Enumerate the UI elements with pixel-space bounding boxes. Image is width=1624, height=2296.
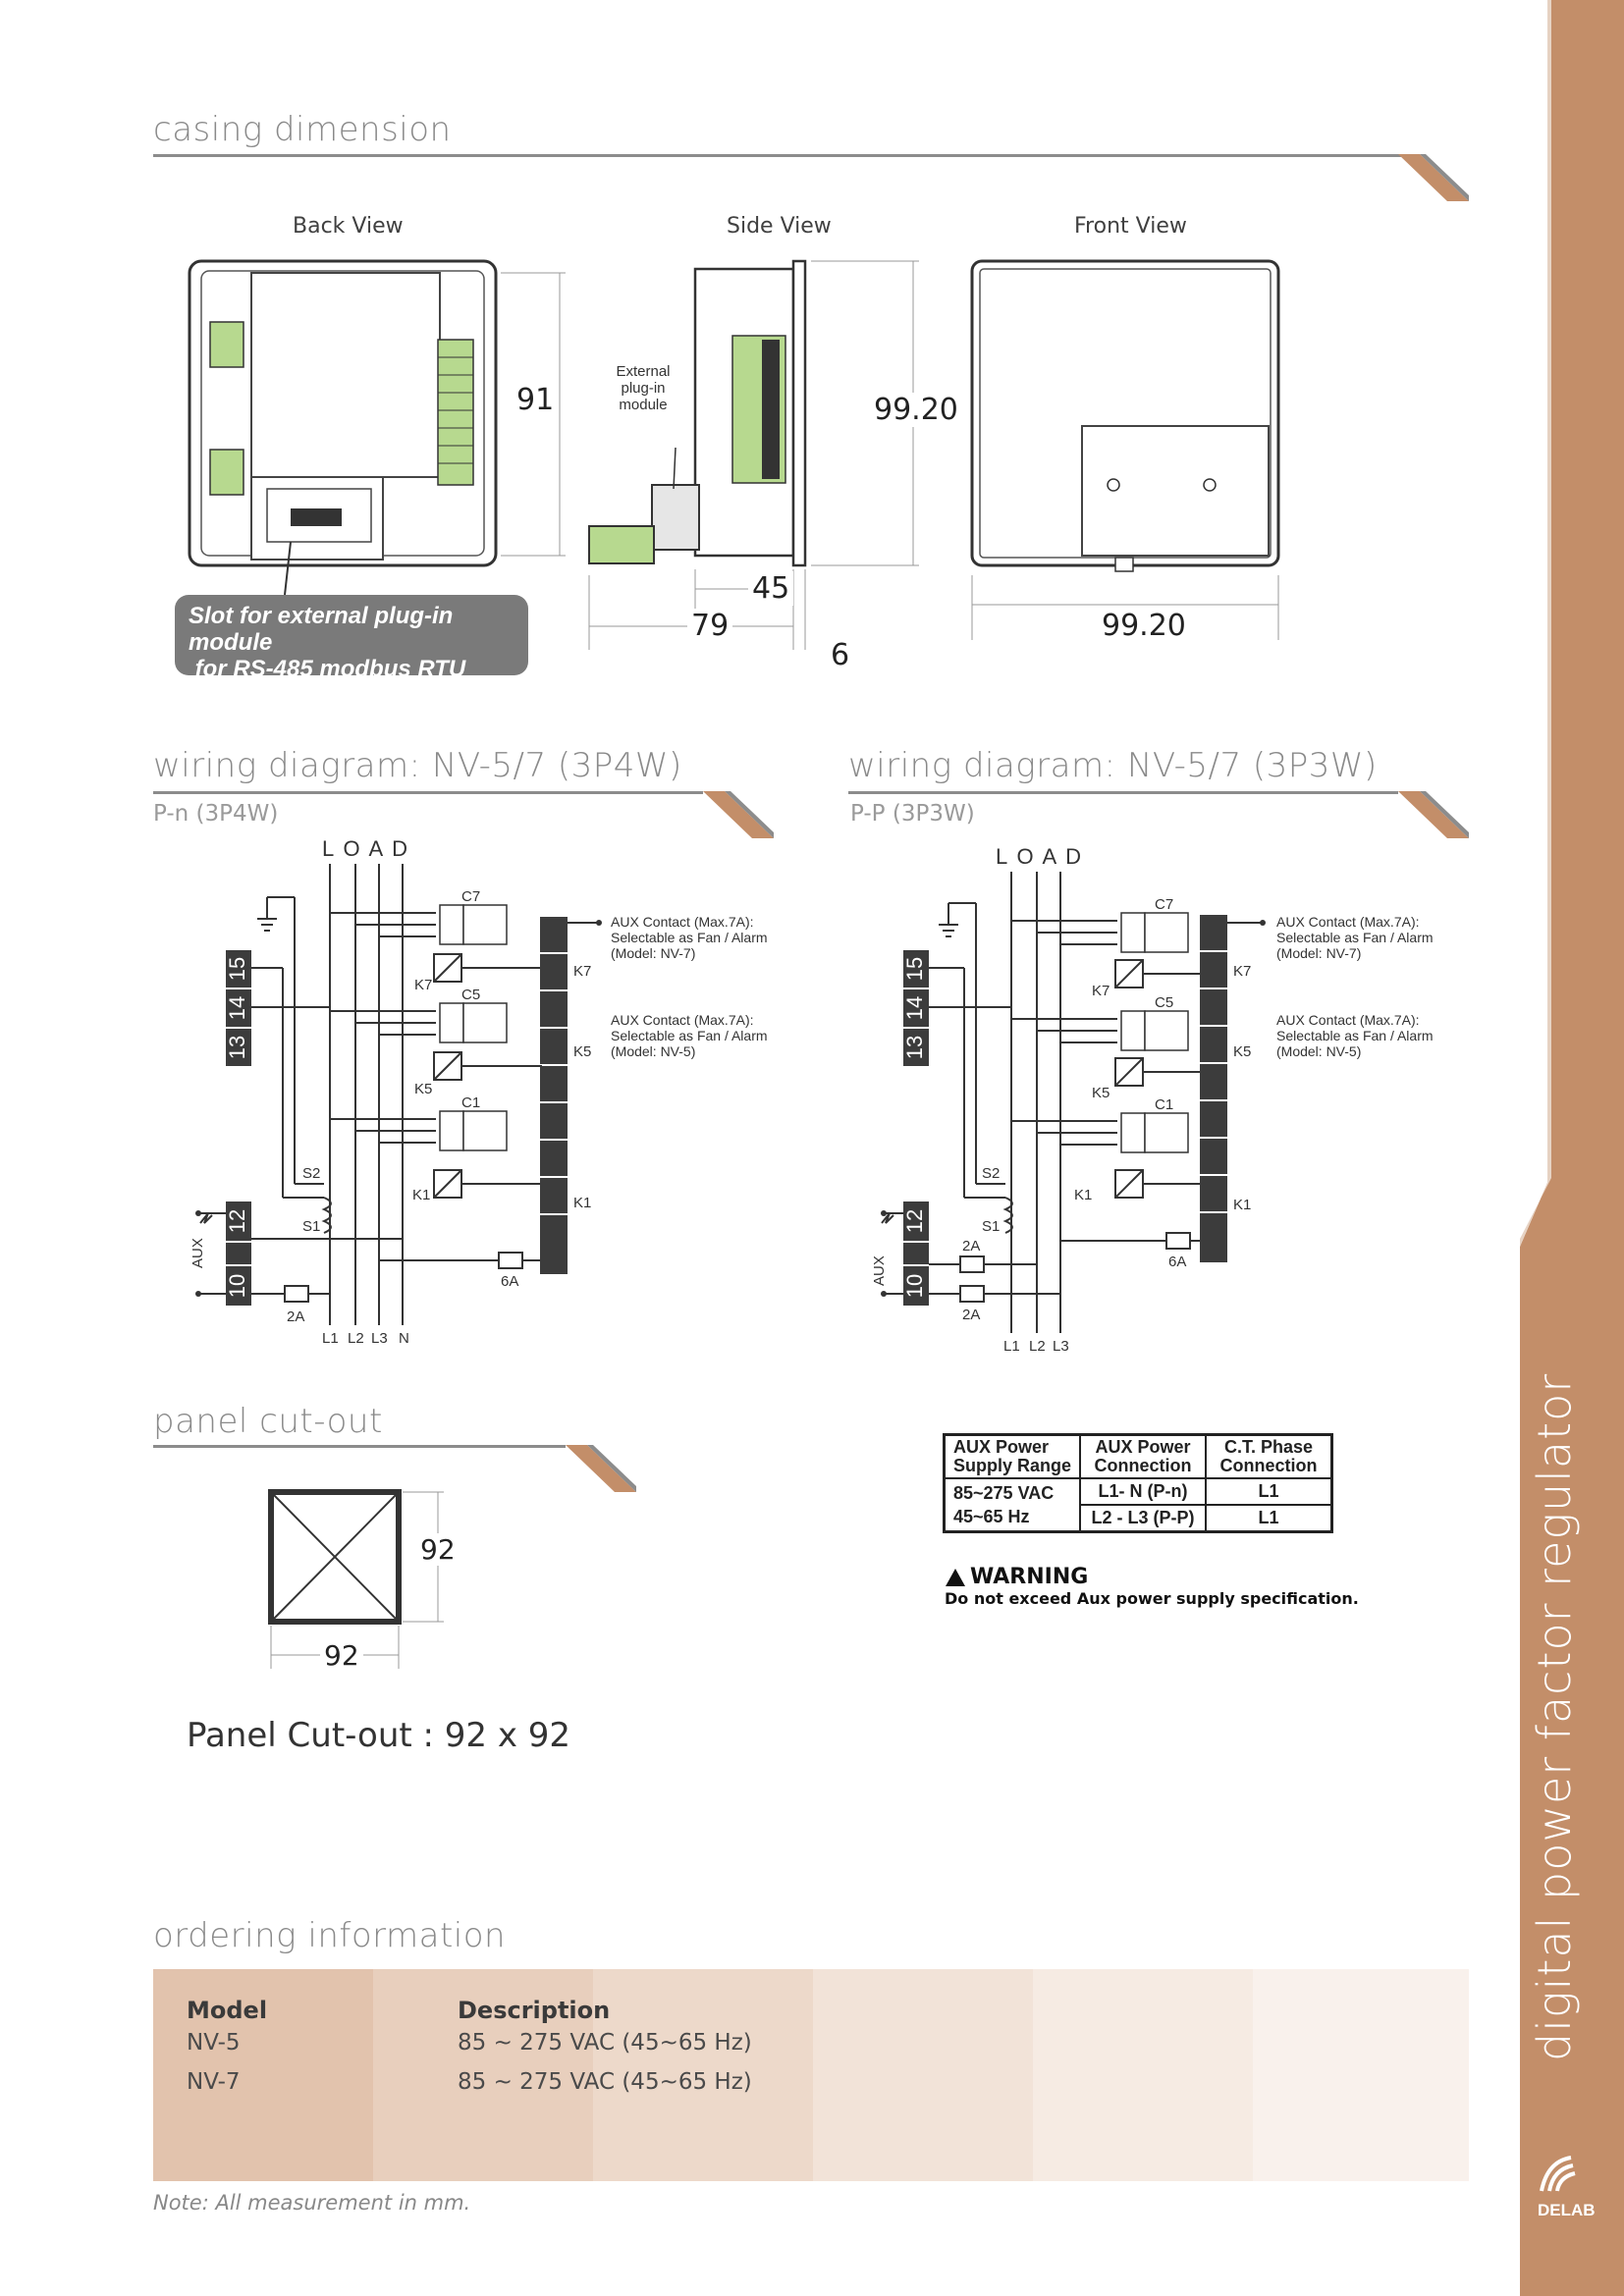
l1-label: L1 xyxy=(322,1330,339,1347)
wiring-left-rule xyxy=(153,791,703,794)
terminal-14: 14 xyxy=(224,995,249,1021)
k1-label: K1 xyxy=(1074,1187,1093,1203)
side-view-label: Side View xyxy=(727,214,832,239)
casing-section-title: casing dimension xyxy=(153,110,452,149)
l2-label: L2 xyxy=(348,1330,364,1347)
c7-label: C7 xyxy=(1155,896,1174,913)
aux-range-frequency: 45~65 Hz xyxy=(953,1507,1030,1526)
k7-terminal-label: K7 xyxy=(573,963,592,980)
warning-title: WARNING xyxy=(970,1565,1089,1589)
aux-range-voltage: 85~275 VAC xyxy=(953,1483,1055,1503)
terminal-15: 15 xyxy=(901,956,927,982)
ordering-model-header: Model xyxy=(187,1997,268,2024)
aux5-line1: AUX Contact (Max.7A): xyxy=(1276,1012,1420,1028)
aux-table-header-range: AUX Power Supply Range xyxy=(945,1435,1081,1479)
s2-label: S2 xyxy=(982,1165,1001,1182)
wiring-left-diagram xyxy=(177,834,785,1355)
warning-icon xyxy=(945,1568,966,1587)
aux5-line2: Selectable as Fan / Alarm xyxy=(611,1028,768,1043)
plugin-label-line2: plug-in xyxy=(621,380,666,397)
wiring-left-rule-accent xyxy=(703,791,774,838)
wiring-right-rule-accent xyxy=(1398,791,1469,838)
k1-terminal-label: K1 xyxy=(573,1195,592,1211)
panel-dim-width: 92 xyxy=(320,1639,363,1672)
back-view-drawing xyxy=(189,261,496,595)
k5-label: K5 xyxy=(414,1081,433,1097)
aux-table-header-connection: AUX Power Connection xyxy=(1080,1435,1206,1479)
wiring-right-title: wiring diagram: NV-5/7 (3P3W) xyxy=(848,746,1378,785)
dim-79: 79 xyxy=(687,609,732,643)
ordering-model-cell: NV-5 xyxy=(187,2030,241,2056)
front-view-drawing xyxy=(972,261,1278,571)
aux7-line3: (Model: NV-7) xyxy=(1276,945,1362,961)
ordering-model-cell: NV-7 xyxy=(187,2069,241,2095)
load-label: L O A D xyxy=(996,844,1084,869)
callout-line2: for RS-485 modbus RTU xyxy=(189,656,466,682)
aux5-line3: (Model: NV-5) xyxy=(611,1043,696,1059)
aux7-line1: AUX Contact (Max.7A): xyxy=(611,914,754,930)
fuse-2a-bottom-label: 2A xyxy=(962,1307,981,1323)
aux-table-cell: L1 xyxy=(1206,1478,1332,1505)
wiring-right-diagram xyxy=(870,842,1479,1362)
aux5-line3: (Model: NV-5) xyxy=(1276,1043,1362,1059)
wiring-left-title: wiring diagram: NV-5/7 (3P4W) xyxy=(153,746,682,785)
k5-terminal-label: K5 xyxy=(573,1043,592,1060)
k5-terminal-label: K5 xyxy=(1233,1043,1252,1060)
panel-rule xyxy=(153,1445,566,1448)
l2-label: L2 xyxy=(1029,1338,1046,1355)
aux-table-range-cell xyxy=(945,1478,1081,1532)
aux-table-cell: L1- N (P-n) xyxy=(1080,1478,1206,1505)
ordering-description-cell: 85 ~ 275 VAC (45~65 Hz) xyxy=(458,2069,752,2095)
panel-cutout-drawing xyxy=(265,1482,461,1679)
l1-label: L1 xyxy=(1003,1338,1020,1355)
c5-label: C5 xyxy=(461,987,481,1003)
ordering-section-title: ordering information xyxy=(153,1916,507,1955)
terminal-14: 14 xyxy=(901,995,927,1021)
load-label: L O A D xyxy=(322,836,410,861)
terminal-15: 15 xyxy=(224,956,249,982)
terminal-13: 13 xyxy=(224,1035,249,1060)
terminal-10: 10 xyxy=(901,1273,927,1299)
back-view-label: Back View xyxy=(293,214,404,239)
wiring-left-subtitle: P-n (3P4W) xyxy=(153,801,279,827)
aux7-line1: AUX Contact (Max.7A): xyxy=(1276,914,1420,930)
panel-rule-accent xyxy=(566,1445,644,1492)
casing-rule xyxy=(153,154,1410,157)
fuse-2a-top-label: 2A xyxy=(962,1238,981,1255)
delab-logo-text: DELAB xyxy=(1538,2201,1596,2219)
n-label: N xyxy=(399,1330,409,1347)
side-view-drawing xyxy=(589,261,805,565)
delab-logo-icon xyxy=(1538,2152,1577,2195)
aux-table-header-ct: C.T. Phase Connection xyxy=(1206,1435,1332,1479)
terminal-10: 10 xyxy=(224,1273,249,1299)
plugin-label-line1: External xyxy=(616,363,671,380)
dim-6: 6 xyxy=(831,638,850,672)
s1-label: S1 xyxy=(982,1218,1001,1235)
panel-cutout-label: Panel Cut-out : 92 x 92 xyxy=(187,1716,571,1755)
aux-table-cell: L2 - L3 (P-P) xyxy=(1080,1505,1206,1532)
aux-power-table xyxy=(943,1433,1333,1533)
panel-section-title: panel cut-out xyxy=(153,1402,383,1441)
warning-text: Do not exceed Aux power supply specification. xyxy=(945,1589,1359,1608)
k1-label: K1 xyxy=(412,1187,431,1203)
aux7-line2: Selectable as Fan / Alarm xyxy=(1276,930,1434,945)
aux5-line1: AUX Contact (Max.7A): xyxy=(611,1012,754,1028)
l3-label: L3 xyxy=(1053,1338,1069,1355)
aux5-line2: Selectable as Fan / Alarm xyxy=(1276,1028,1434,1043)
ordering-description-cell: 85 ~ 275 VAC (45~65 Hz) xyxy=(458,2030,752,2056)
s2-label: S2 xyxy=(302,1165,321,1182)
fuse-6a-label: 6A xyxy=(501,1273,519,1290)
terminal-13: 13 xyxy=(901,1035,927,1060)
dim-99-20-front: 99.20 xyxy=(1096,609,1192,643)
fuse-2a-label: 2A xyxy=(287,1308,305,1325)
callout-line1: Slot for external plug-in module xyxy=(189,603,454,656)
c1-label: C1 xyxy=(461,1095,481,1111)
measurement-note: Note: All measurement in mm. xyxy=(153,2191,471,2215)
fuse-6a-label: 6A xyxy=(1168,1254,1187,1270)
panel-dim-height: 92 xyxy=(420,1533,456,1566)
aux7-line2: Selectable as Fan / Alarm xyxy=(611,930,768,945)
k5-label: K5 xyxy=(1092,1085,1110,1101)
c7-label: C7 xyxy=(461,888,481,905)
k7-label: K7 xyxy=(1092,983,1110,999)
dim-45: 45 xyxy=(748,571,793,606)
terminal-12: 12 xyxy=(224,1208,249,1234)
ordering-band xyxy=(153,1969,1469,2181)
ordering-description-header: Description xyxy=(458,1997,611,2024)
terminal-12: 12 xyxy=(901,1208,927,1234)
aux-table-cell: L1 xyxy=(1206,1505,1332,1532)
c5-label: C5 xyxy=(1155,994,1174,1011)
plugin-label-line3: module xyxy=(619,397,668,413)
k7-terminal-label: K7 xyxy=(1233,963,1252,980)
front-view-label: Front View xyxy=(1074,214,1187,239)
plugin-slot-callout xyxy=(175,595,528,682)
sidebar-title: digital power factor regulator xyxy=(1528,1372,1581,2061)
k1-terminal-label: K1 xyxy=(1233,1197,1252,1213)
dim-99-20-side: 99.20 xyxy=(870,393,962,427)
s1-label: S1 xyxy=(302,1218,321,1235)
dim-91: 91 xyxy=(513,383,558,417)
wiring-right-rule xyxy=(848,791,1398,794)
aux-label: AUX xyxy=(189,1238,206,1268)
warning-block xyxy=(945,1565,1359,1608)
c1-label: C1 xyxy=(1155,1096,1174,1113)
aux-label: AUX xyxy=(871,1255,888,1286)
k7-label: K7 xyxy=(414,977,433,993)
l3-label: L3 xyxy=(371,1330,388,1347)
casing-rule-accent xyxy=(1398,154,1469,203)
aux7-line3: (Model: NV-7) xyxy=(611,945,696,961)
wiring-right-subtitle: P-P (3P3W) xyxy=(850,801,975,827)
